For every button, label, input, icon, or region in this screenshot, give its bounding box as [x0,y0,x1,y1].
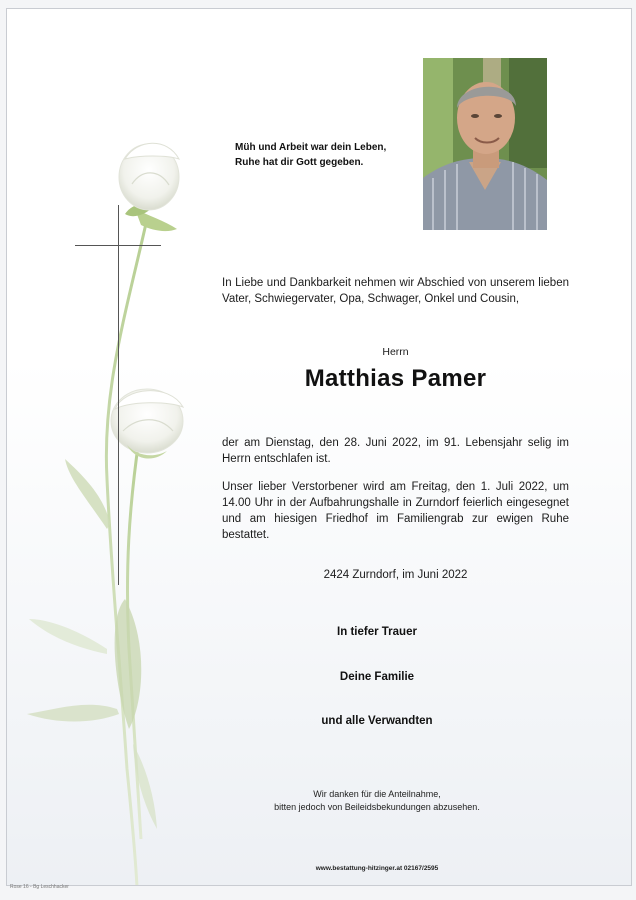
funeral-text: Unser lieber Verstorbener wird am Freitag, den 1. Juli 2022, um 14.00 Uhr in der Aufbahrungshalle in Zurndorf feierlich eingesegnet und am hiesigen Friedhof im Familiengrab zur ewigen Ruhe bestattet. [222,481,569,541]
motto-line-2: Ruhe hat dir Gott gegeben. [235,157,364,168]
place-date: 2424 Zurndorf, im Juni 2022 [323,569,468,581]
cross-icon-vertical [118,205,119,585]
deceased-name: Matthias Pamer [304,365,487,392]
thanks-line-2: bitten jedoch von Beileidsbekundungen abzusehen. [274,802,480,812]
closing-line-1: In tiefer Trauer [337,626,417,638]
funeral-home-contact: www.bestattung-hitzinger.at 02167/2595 [315,865,439,872]
portrait-photo [423,58,547,230]
footnote: Rose 16 - Bg Leschhacker [10,884,69,890]
closing-line-3: und alle Verwandten [321,715,433,727]
salutation: Herrn [382,346,409,358]
obituary-sheet [6,8,632,886]
intro-text: In Liebe und Dankbarkeit nehmen wir Abschied von unserem lieben Vater, Schwiegervater, Opa, Schwager, Onkel und Cousin, [222,277,569,305]
death-text: der am Dienstag, den 28. Juni 2022, im 91. Lebensjahr selig im Herrn entschlafen ist. [222,437,569,465]
thanks-line-1: Wir danken für die Anteilnahme, [313,789,441,799]
closing-line-2: Deine Familie [339,671,415,683]
motto-line-1: Müh und Arbeit war dein Leben, [235,142,387,153]
motto [235,140,415,170]
thanks-note [222,788,532,814]
